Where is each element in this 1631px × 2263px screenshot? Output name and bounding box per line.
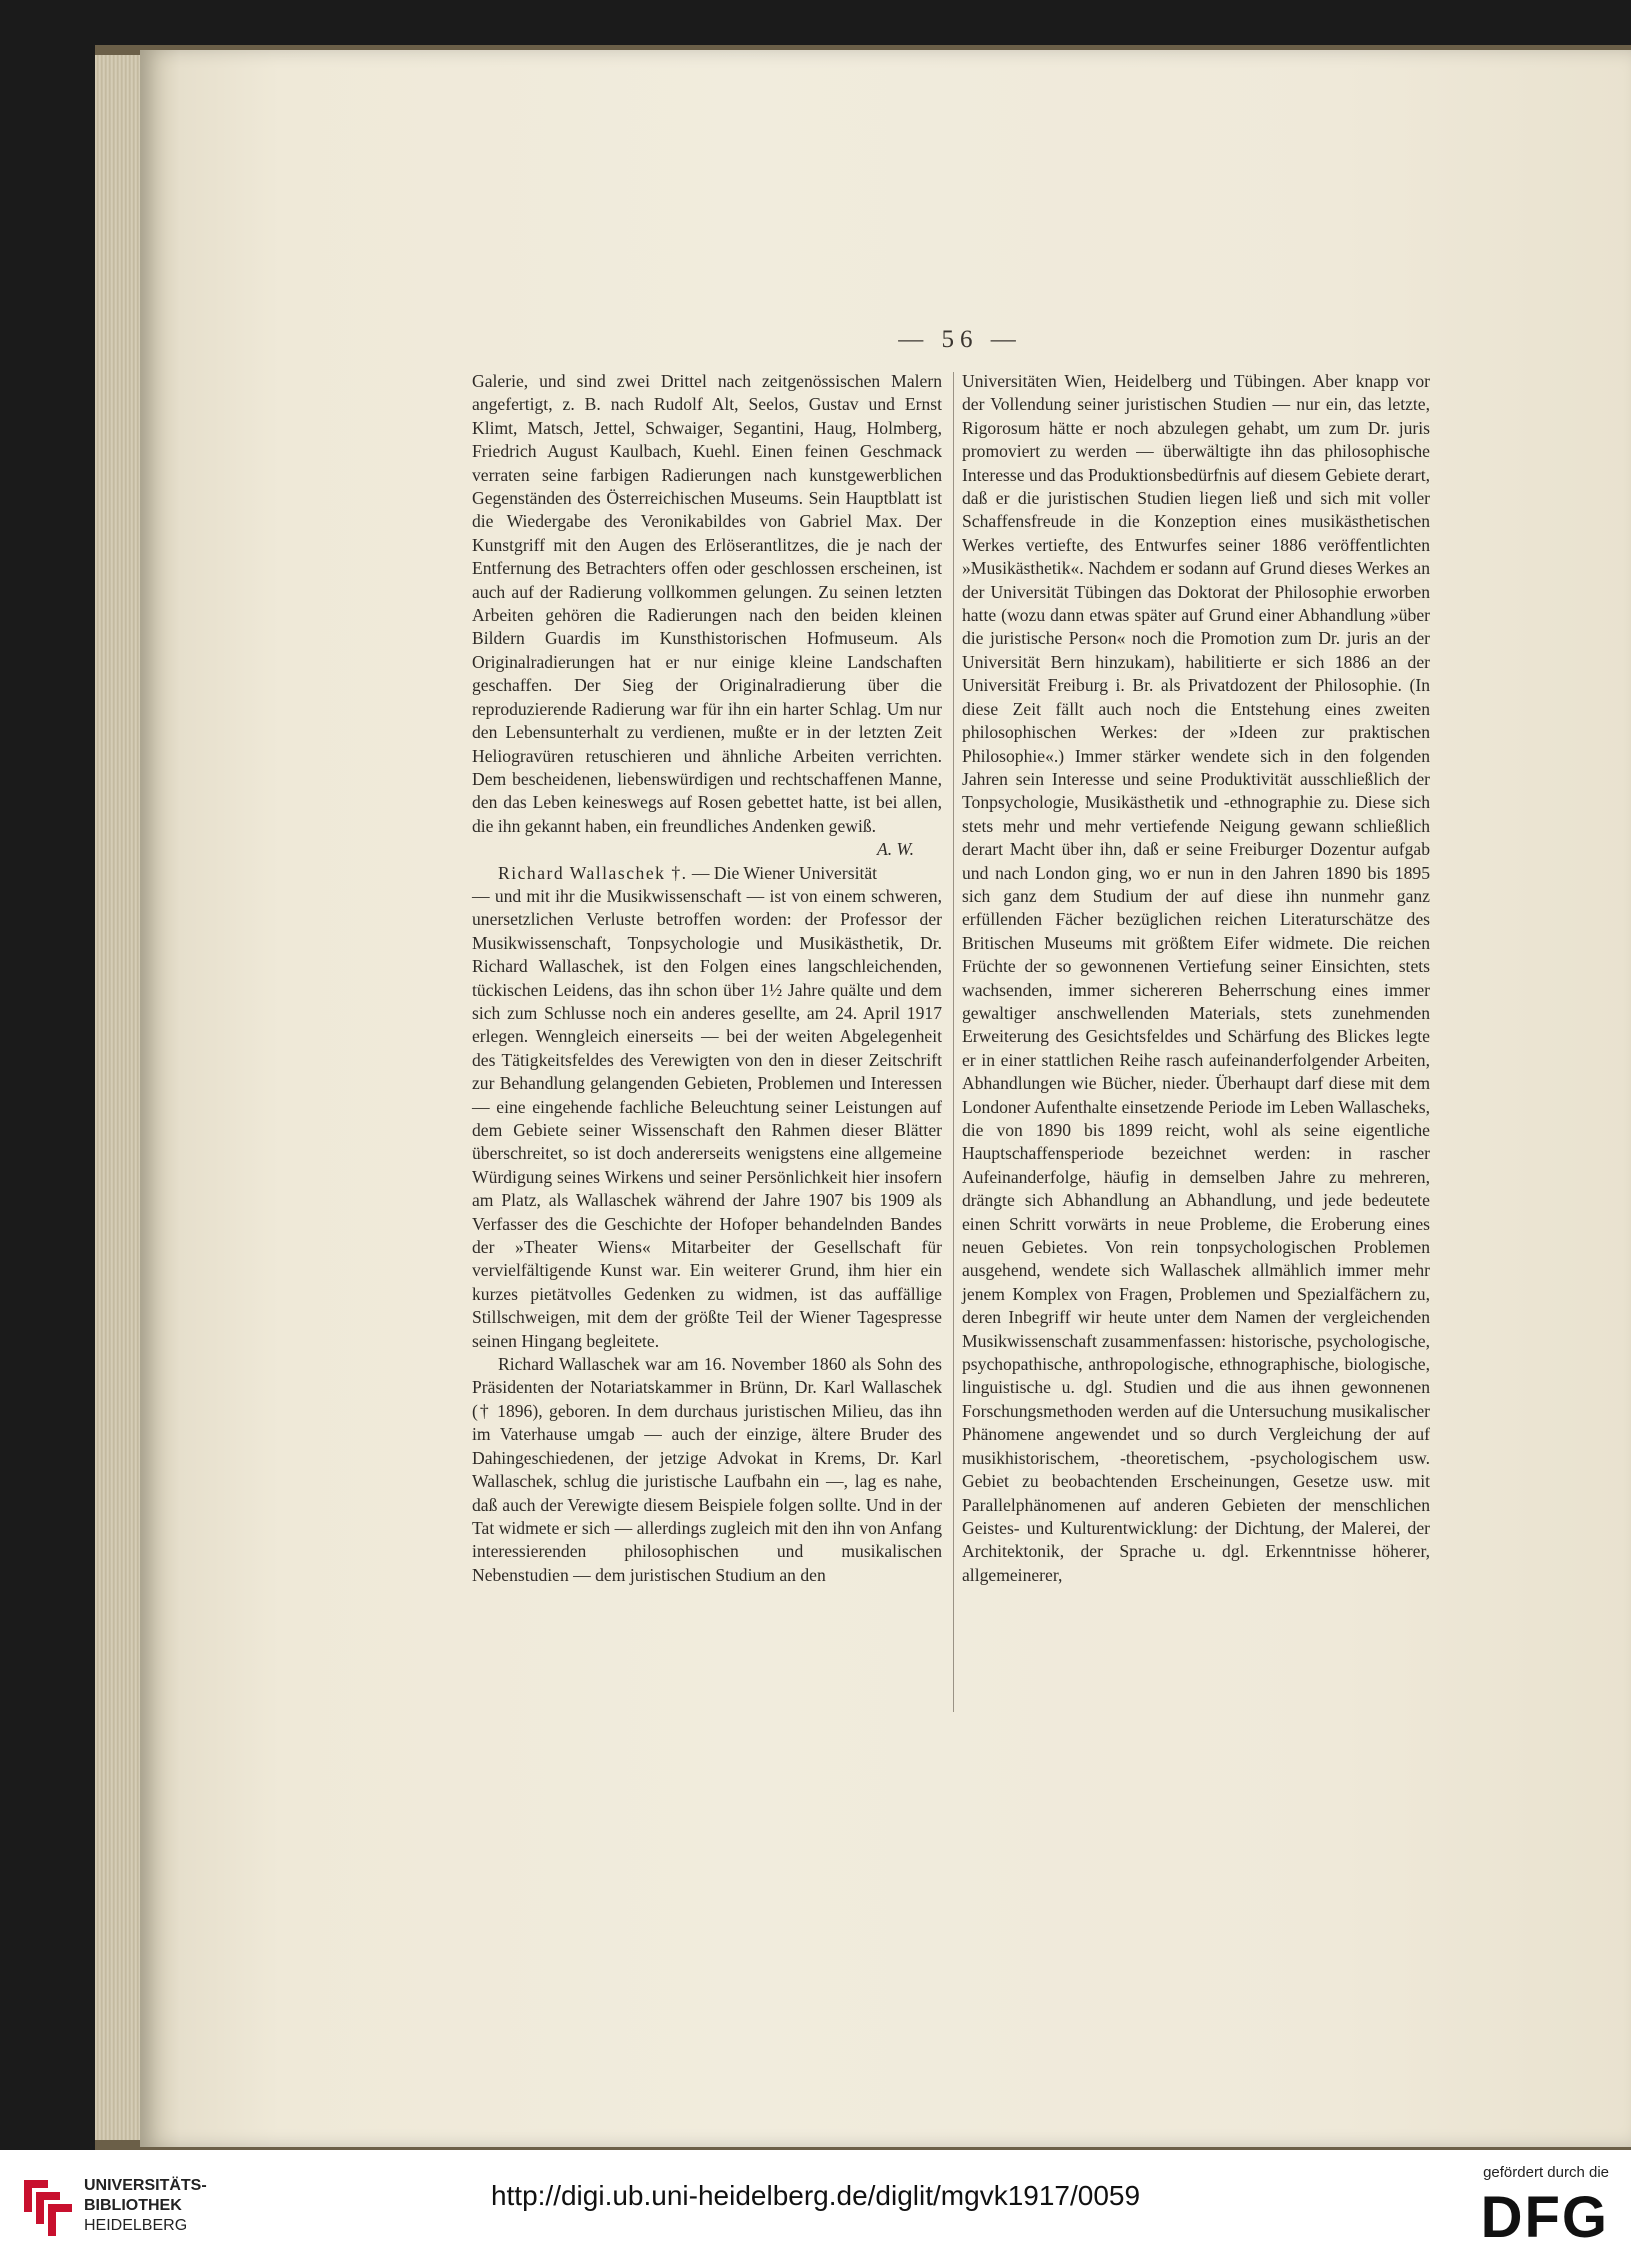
column-divider <box>953 372 954 1712</box>
left-text-column <box>472 370 942 1587</box>
paragraph-3: Richard Wallaschek war am 16. November 1860 als Sohn des Präsidenten der Notariatskammer in Brünn, Dr. Karl Wallaschek († 1896), geboren. In dem durchaus juristischen Milieu, das ihn im Vaterhause umgab — auch der einzige, ältere Bruder des Dahingeschiedenen, der jetzige Advokat in Krems, Dr. Karl Wallaschek, schlug die juristische Laufbahn ein —, lag es nahe, daß auch der Verewigte diesem Beispiele folgen sollte. Und in der Tat widmete er sich — allerdings zugleich mit den ihn von Anfang interessierenden philosophischen und musikalischen Nebenstudien — dem juristischen Studium an den <box>472 1354 942 1585</box>
signature-line <box>472 838 942 861</box>
permalink-url[interactable]: http://digi.ub.uni-heidelberg.de/diglit/mgvk1917/0059 <box>490 2180 1141 2211</box>
funded-by-label: gefördert durch die <box>1483 2164 1609 2181</box>
library-name-line-1: UNIVERSITÄTS- <box>84 2177 207 2194</box>
library-name-line-2: BIBLIOTHEK <box>84 2197 182 2214</box>
dfg-logo: DFG <box>1480 2185 1609 2250</box>
obituary-heading-line <box>472 862 942 885</box>
paragraph-2: — und mit ihr die Musikwissenschaft — ist von einem schweren, unersetzlichen Verluste betroffen worden: der Professor der Musikwissenschaft, Tonpsychologie und Musikästhetik, Dr. Richard Wallaschek, ist den Folgen eines langschleichenden, tückischen Leidens, das ihn schon über 1½ Jahre quälte und dem sich zum Schlusse noch ein anderes gesellte, am 24. April 1917 erlegen. Wenngleich einerseits — bei der weiten Abgelegenheit des Tätigkeitsfeldes des Verewigten von den in dieser Zeitschrift zur Behandlung gelangenden Gebieten, Problemen und Interessen — eine eingehende fachliche Beleuchtung seiner Leistungen auf dem Gebiete seiner Wissenschaft den Rahmen dieser Blätter überschreitet, so ist doch andererseits wenigstens eine allgemeine Würdigung seines Wirkens und seiner Persönlichkeit hier insofern am Platz, als Wallaschek während der Jahre 1907 bis 1909 als Verfasser des die Geschichte der Hofoper behandelnden Bandes der »Theater Wiens« Mitarbeiter der Gesellschaft für vervielfältigende Kunst war. Ein weiterer Grund, ihm hier ein kurzes pietätvolles Gedenken zu widmen, ist das auffällige Stillschweigen, mit dem der größte Teil der Wiener Tagespresse seinen Hingang begleitete. <box>472 885 942 1351</box>
paragraph-4: Universitäten Wien, Heidelberg und Tübingen. Aber knapp vor der Vollendung seiner juristischen Studien — nur ein, das letzte, Rigorosum hätte er noch abzulegen gehabt, um zum Dr. juris promoviert zu werden — überwältigte ihn das philosophische Interesse und das Produktionsbedürfnis auf diesem Gebiete derart, daß er die juristischen Studien liegen ließ und sich mit voller Schaffensfreude in die Konzeption eines musikästhetischen Werkes vertiefte, des Entwurfes seiner 1886 veröffentlichten »Musikästhetik«. Nachdem er sodann auf Grund dieses Werkes an der Universität Tübingen das Doktorat der Philosophie erworben hatte (wozu dann etwas später auf Grund einer Abhandlung »über die juristische Person« noch die Promotion zum Dr. juris an der Universität Bern hinzukam), habilitierte er sich 1886 an der Universität Freiburg i. Br. als Privatdozent der Philosophie. (In diese Zeit fällt auch noch die Entstehung eines zweiten philosophischen Werkes: der »Ideen zur praktischen Philosophie«.) Immer stärker wendete sich in den folgenden Jahren sein Interesse und seine Produktivität ausschließlich der Tonpsychologie, Musikästhetik und -ethnographie zu. Diese sich stets mehr und mehr vertiefende Neigung gewann schließlich derart Macht über ihn, daß er seine Freiburger Dozentur aufgab und nach London ging, wo er nun in den Jahren 1890 bis 1895 sich ganz dem Studium der auf diese ihn nunmehr ganz erfüllenden Fächer bezüglichen reichen Literaturschätze des Britischen Museums mit größtem Eifer widmete. Die reichen Früchte der so gewonnenen Vertiefung seiner Einsichten, stets wachsenden, immer sichereren Beherrschung eines immer gewaltiger anschwellenden Materials, stets zunehmenden Erweiterung des Gesichtsfeldes und Schärfung des Blickes legte er in einer stattlichen Reihe rasch aufeinanderfolgender Arbeiten, Abhandlungen wie Bücher, nieder. Überhaupt darf diese mit dem Londoner Aufenthalte einsetzende Periode im Leben Wallascheks, die von 1890 bis 1899 reicht, wohl als seine eigentliche Hauptschaffensperiode bezeichnet werden: in rascher Aufeinanderfolge, häufig in demselben Jahre zu mehreren, drängte sich Abhandlung an Abhandlung, und jede bedeutete einen Schritt vorwärts in neue Probleme, die Eroberung eines neuen Gebietes. Von rein tonpsychologischen Problemen ausgehend, wendete sich Wallaschek allmählich immer mehr jenem Komplex von Fragen, Problemen und Spezialfächern zu, deren Inbegriff wir heute unter dem Namen der vergleichenden Musikwissenschaft zusammenfassen: historische, psychologische, psychopathische, anthropologische, ethnographische, biologische, linguistische u. dgl. Studien und die aus ihnen gewonnenen Forschungsmethoden werden auf die Untersuchung musikalischer Phänomene angewendet und so durch Vergleichung der auf musikhistorischem, -theoretischem, -psychologischem usw. Gebiet zu beobachtenden Erscheinungen, Gesetze usw. mit Parallelphänomenen auf anderen Gebieten der menschlichen Geistes- und Kulturentwicklung: der Dichtung, der Malerei, der Architektonik, der Sprache u. dgl. Erkenntnisse höherer, allgemeinerer, <box>962 371 1430 1585</box>
author-signature: A. W. <box>877 839 914 860</box>
right-text-column <box>962 370 1430 1587</box>
page-number: — 56 — <box>898 326 1022 353</box>
library-name-line-3: HEIDELBERG <box>84 2217 188 2234</box>
paragraph-1: Galerie, und sind zwei Drittel nach zeitgenössischen Malern angefertigt, z. B. nach Rudolf Alt, Seelos, Gustav und Ernst Klimt, Matsch, Jettel, Schwaiger, Segantini, Haug, Holmberg, Friedrich August Kaulbach, Kuehl. Einen feinen Geschmack verraten seine farbigen Radierungen nach kunstgewerblichen Gegenständen des Österreichischen Museums. Sein Hauptblatt ist die Wiedergabe des Veronikabildes von Gabriel Max. Der Kunstgriff mit den Augen des Erlöserantlitzes, die je nach der Entfernung des Betrachters offen oder geschlossen erscheinen, ist auch auf der Radierung vollkommen gelungen. Zu seinen letzten Arbeiten gehören die Radierungen nach den beiden kleinen Bildern Guardis im Kunsthistorischen Hofmuseum. Als Originalradierungen hat er nur einige kleine Landschaften geschaffen. Der Sieg der Originalradierung über die reproduzierende Radierung war für ihn ein harter Schlag. Um nur den Lebensunterhalt zu verdienen, mußte er in der letzten Zeit Heliogravüren retuschieren und ähnliche Arbeiten verrichten. Dem bescheidenen, liebenswürdigen und rechtschaffenen Manne, den das Leben keineswegs auf Rosen gebettet hatte, ist bei allen, die ihn gekannt haben, ein freundliches Andenken gewiß. <box>472 371 942 836</box>
digitization-footer <box>0 2150 1631 2263</box>
obituary-lead: — Die Wiener Universität <box>687 862 878 883</box>
obituary-name: Richard Wallaschek †. <box>498 862 688 883</box>
